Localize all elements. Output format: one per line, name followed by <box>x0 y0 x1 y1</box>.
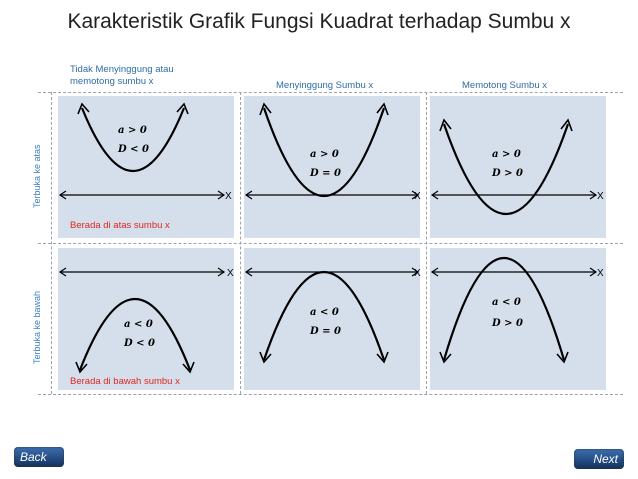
note-above-axis: Berada di atas sumbu x <box>70 220 170 231</box>
x-axis-label: X <box>414 191 421 202</box>
column-header-tangent: Menyinggung Sumbu x <box>276 80 374 91</box>
back-button-label: Back <box>20 450 47 464</box>
panel-up-intersect <box>430 96 606 238</box>
graph-up-no-touch <box>58 96 234 238</box>
condition-d: D = 0 <box>310 168 341 179</box>
row-header-up: Terbuka ke atas <box>32 144 42 208</box>
parabola-curve <box>82 108 184 171</box>
x-axis-label: X <box>597 191 604 202</box>
column-header-line1: Tidak Menyinggung atau <box>70 64 174 75</box>
condition-a: a > 0 <box>492 149 521 160</box>
grid-line-middle <box>38 243 623 244</box>
grid-line-top <box>38 92 623 93</box>
condition-d: D < 0 <box>118 144 149 155</box>
note-below-axis: Berada di bawah sumbu x <box>70 376 180 387</box>
condition-d: D = 0 <box>310 326 341 337</box>
condition-d: D > 0 <box>492 168 523 179</box>
page-title: Karakteristik Grafik Fungsi Kuadrat terhadap Sumbu x <box>67 10 571 33</box>
condition-d: D < 0 <box>124 338 155 349</box>
grid-line-col1 <box>240 92 241 394</box>
column-header-intersect: Memotong Sumbu x <box>462 80 548 91</box>
next-button-label: Next <box>593 452 618 466</box>
panel-up-no-touch <box>58 96 234 238</box>
condition-a: a < 0 <box>492 297 521 308</box>
back-button[interactable] <box>14 447 64 467</box>
panel-down-tangent <box>244 248 420 390</box>
condition-a: a < 0 <box>124 319 153 330</box>
x-axis-label: X <box>227 268 234 279</box>
panel-down-intersect <box>430 248 606 390</box>
grid-line-left <box>51 92 52 394</box>
x-axis-label: X <box>225 191 232 202</box>
grid-line-bottom <box>38 394 623 395</box>
parabola-curve <box>80 299 190 370</box>
panel-down-no-touch <box>58 248 234 390</box>
parabola-curve <box>444 258 564 360</box>
condition-a: a > 0 <box>310 149 339 160</box>
next-button[interactable] <box>574 449 624 469</box>
condition-d: D > 0 <box>492 318 523 329</box>
panel-up-tangent <box>244 96 420 238</box>
grid-line-col2 <box>426 92 427 394</box>
column-header-no-touch <box>70 64 174 88</box>
condition-a: a > 0 <box>118 125 147 136</box>
x-axis-label: X <box>597 268 604 279</box>
graph-down-tangent <box>244 248 420 390</box>
x-axis-label: X <box>414 268 421 279</box>
row-header-down: Terbuka ke bawah <box>32 290 42 364</box>
condition-a: a < 0 <box>310 307 339 318</box>
column-header-line2: memotong sumbu x <box>70 76 154 87</box>
